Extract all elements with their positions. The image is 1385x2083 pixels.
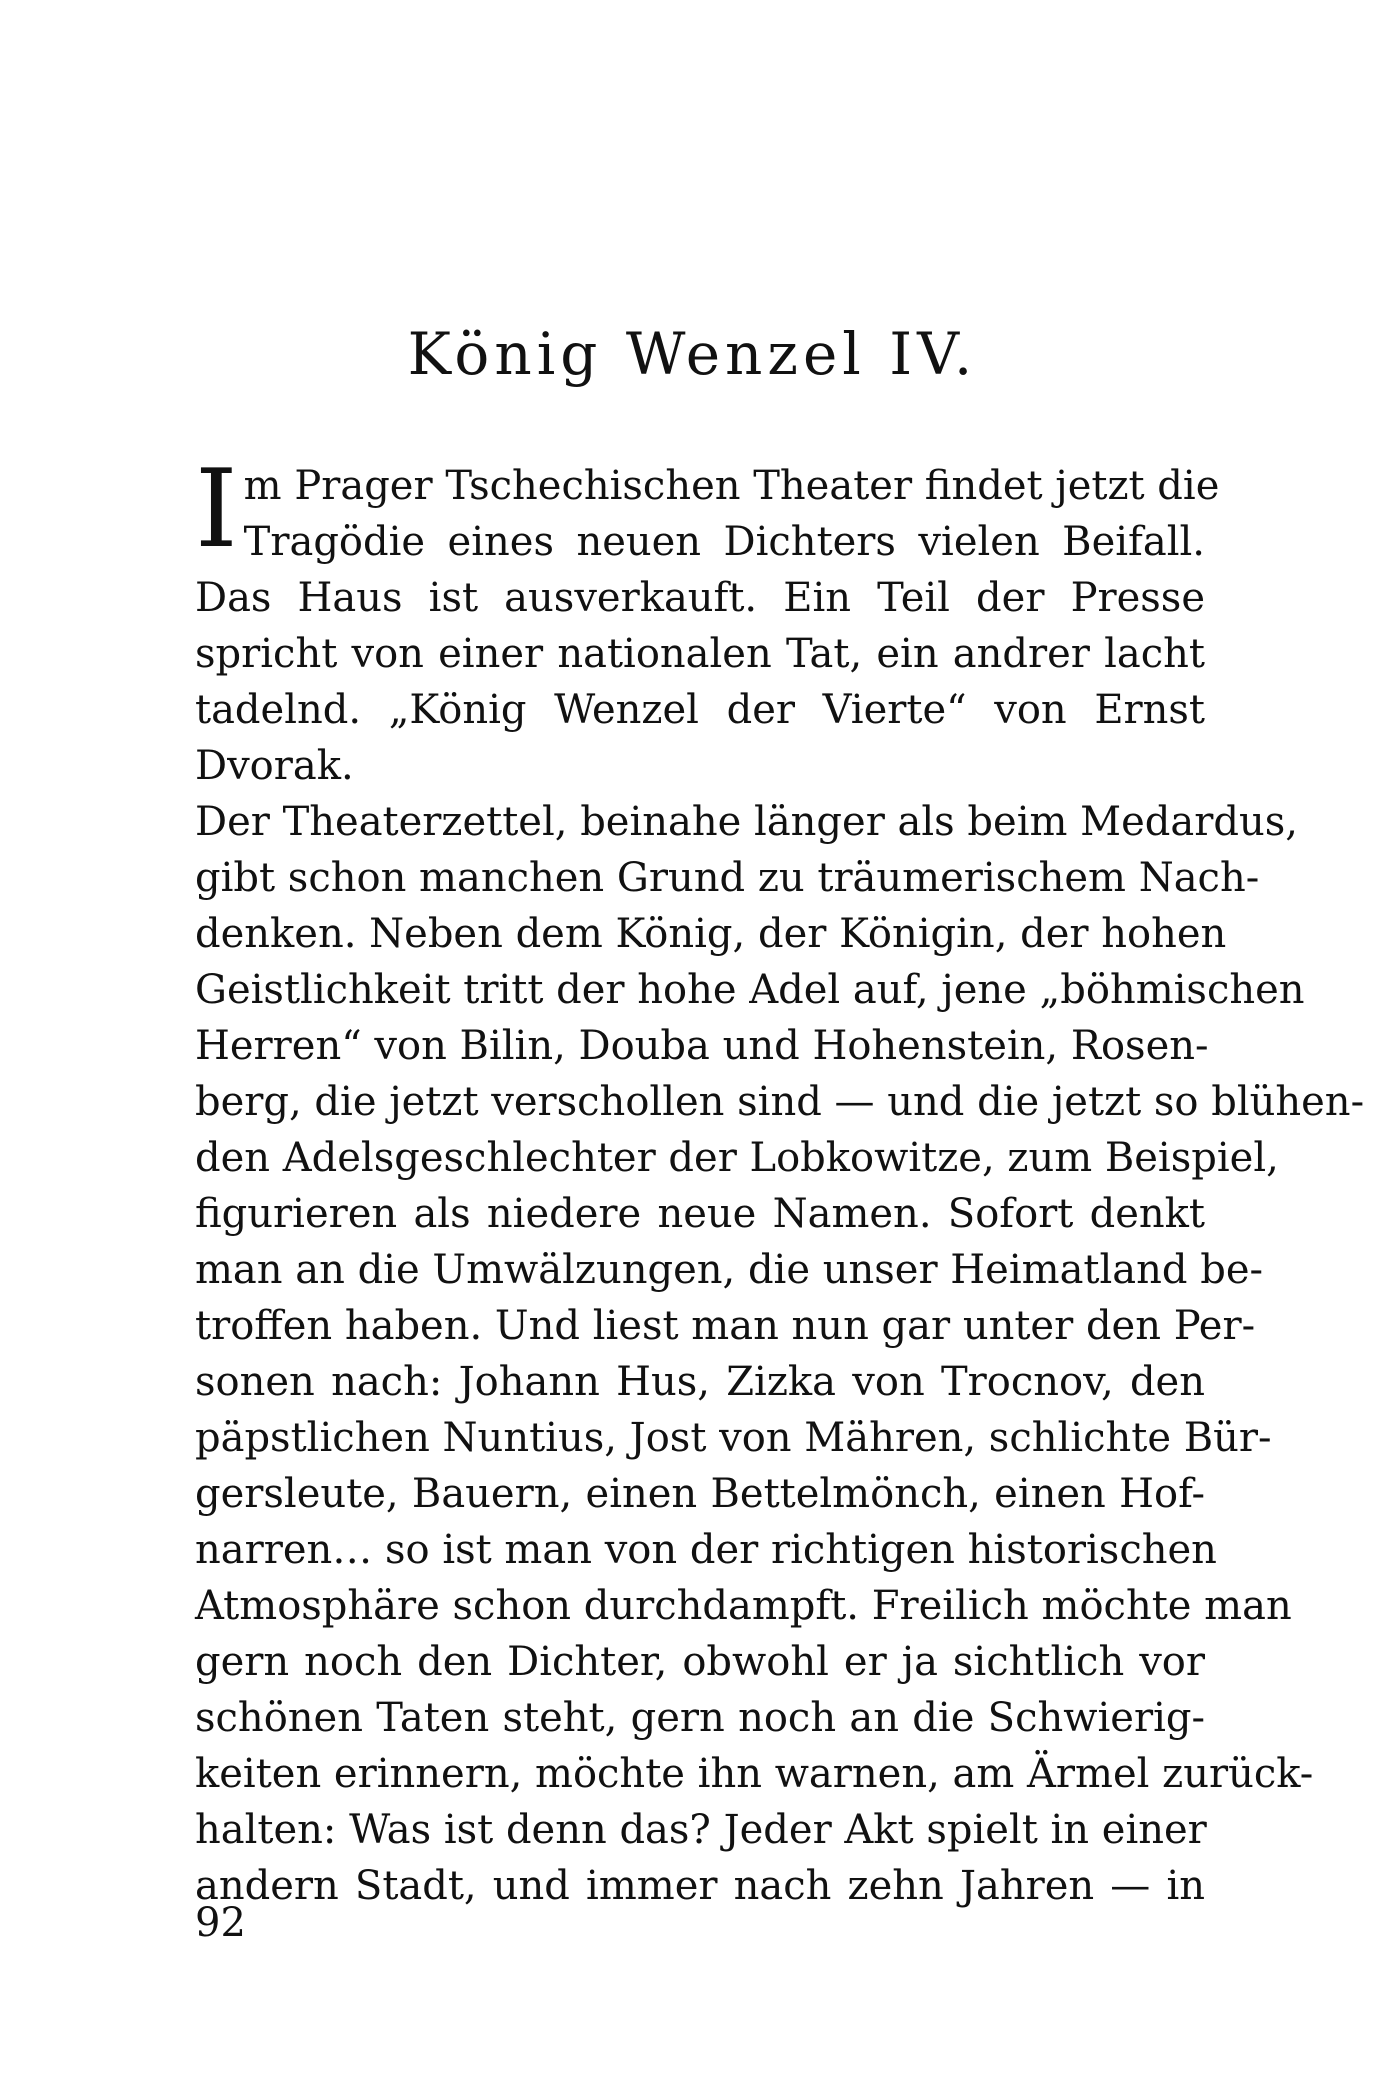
text-line: denken. Neben dem König, der Königin, der hohen — [195, 911, 1227, 957]
body-text — [195, 447, 1365, 1914]
text-line: Geistlichkeit tritt der hohe Adel auf, jene „böhmischen — [195, 967, 1305, 1013]
text-line: Herren“ von Bilin, Douba und Hohenstein, Rosen- — [195, 1023, 1209, 1069]
text-line: troffen haben. Und liest man nun gar unter den Per- — [195, 1303, 1256, 1349]
text-line: schönen Taten steht, gern noch an die Schwierig- — [195, 1695, 1205, 1741]
text-line: tadelnd. „König Wenzel der Vierte“ von Ernst — [195, 687, 1205, 733]
text-line: den Adelsgeschlechter der Lobkowitze, zum Beispiel, — [195, 1135, 1279, 1181]
second-paragraph — [195, 794, 1365, 1914]
opening-paragraph — [195, 447, 1220, 794]
text-line: narren… so ist man von der richtigen historischen — [195, 1527, 1217, 1573]
text-line: spricht von einer nationalen Tat, ein andrer lacht — [195, 631, 1205, 677]
text-line: gibt schon manchen Grund zu träumerischem Nach- — [195, 855, 1260, 901]
drop-cap: I — [195, 447, 238, 572]
text-line: Der Theaterzettel, beinahe länger als beim Medardus, — [195, 799, 1298, 845]
text-line: figurieren als niedere neue Namen. Sofort denkt — [195, 1191, 1205, 1237]
text-line: Das Haus ist ausverkauft. Ein Teil der Presse — [195, 575, 1205, 621]
chapter-title: König Wenzel IV. — [407, 320, 978, 388]
text-line: päpstlichen Nuntius, Jost von Mähren, schlichte Bür- — [195, 1415, 1272, 1461]
text-line: halten: Was ist denn das? Jeder Akt spielt in einer — [195, 1807, 1207, 1853]
text-line: Tragödie eines neuen Dichters vielen Beifall. — [243, 519, 1205, 565]
page-number: 92 — [195, 1900, 246, 1946]
text-line: Dvorak. — [195, 743, 354, 789]
text-line: keiten erinnern, möchte ihn warnen, am Ärmel zurück- — [195, 1751, 1314, 1797]
text-line: andern Stadt, und immer nach zehn Jahren — in — [195, 1863, 1205, 1909]
text-line: gersleute, Bauern, einen Bettelmönch, einen Hof- — [195, 1471, 1205, 1517]
text-line: sonen nach: Johann Hus, Zizka von Trocnov, den — [195, 1359, 1205, 1405]
text-line: man an die Umwälzungen, die unser Heimatland be- — [195, 1247, 1264, 1293]
text-line: berg, die jetzt verschollen sind — und die jetzt so blühen- — [195, 1079, 1365, 1125]
text-line: gern noch den Dichter, obwohl er ja sichtlich vor — [195, 1639, 1205, 1685]
text-line: Atmosphäre schon durchdampft. Freilich möchte man — [195, 1583, 1292, 1629]
text-line: m Prager Tschechischen Theater findet jetzt die — [243, 463, 1220, 509]
